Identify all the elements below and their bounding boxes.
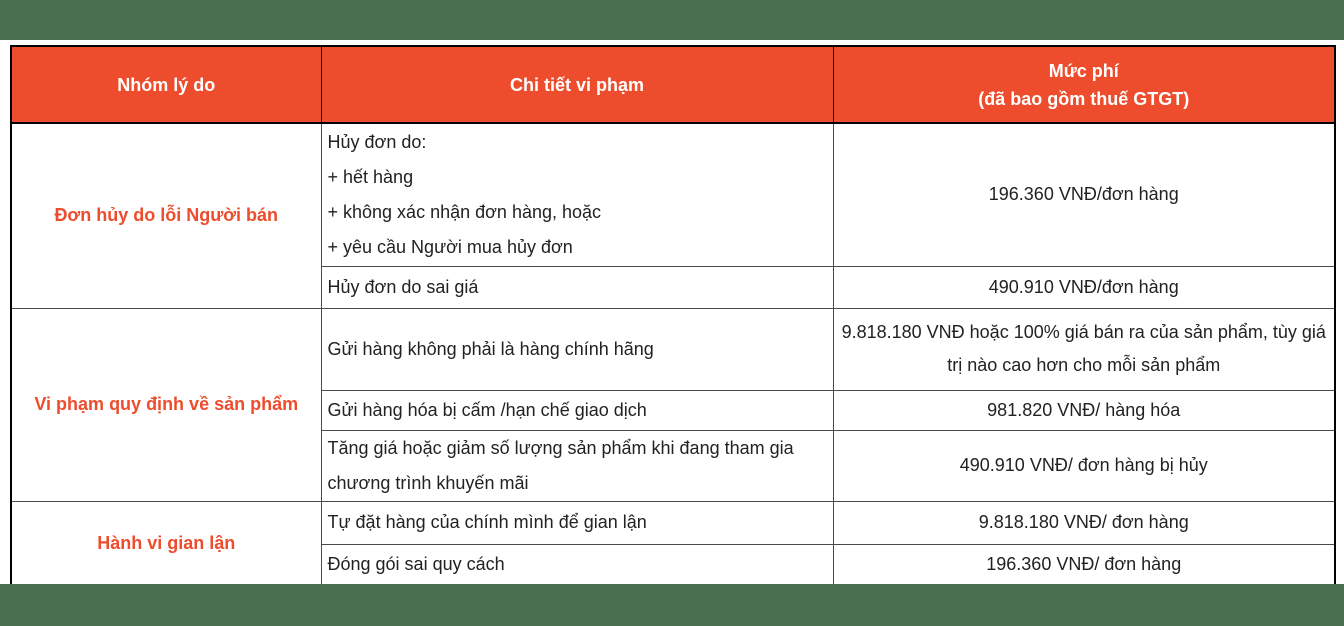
fee-cell: 490.910 VNĐ/đơn hàng — [833, 266, 1335, 308]
bottom-green-band — [0, 584, 1344, 626]
reason-group-cell: Đơn hủy do lỗi Người bán — [11, 123, 321, 308]
header-fee-line2: (đã bao gồm thuế GTGT) — [978, 88, 1190, 109]
reason-group-cell: Hành vi gian lận — [11, 501, 321, 586]
violation-line: Gửi hàng hóa bị cấm /hạn chế giao dịch — [327, 399, 647, 420]
header-reason-group: Nhóm lý do — [11, 46, 321, 123]
violation-line: Tăng giá hoặc giảm số lượng sản phẩm khi đang tham gia chương trình khuyến mãi — [327, 437, 794, 493]
violation-cell — [321, 266, 833, 308]
table-row — [11, 501, 1335, 544]
fee-cell: 9.818.180 VNĐ hoặc 100% giá bán ra của sản phẩm, tùy giá trị nào cao hơn cho mỗi sản phẩm — [833, 308, 1335, 390]
header-fee — [833, 46, 1335, 123]
header-fee-line1: Mức phí — [1048, 60, 1119, 81]
violation-line: + không xác nhận đơn hàng, hoặc — [327, 201, 602, 222]
violation-line: + hết hàng — [327, 166, 414, 187]
violation-line: Gửi hàng không phải là hàng chính hãng — [327, 338, 654, 359]
violation-line: Đóng gói sai quy cách — [327, 554, 505, 575]
violation-cell — [321, 308, 833, 390]
violation-cell — [321, 430, 833, 501]
violation-line: Hủy đơn do: — [327, 131, 427, 152]
violation-cell — [321, 123, 833, 266]
reason-group-cell: Vi phạm quy định về sản phẩm — [11, 308, 321, 501]
header-row — [11, 46, 1335, 123]
fee-cell: 196.360 VNĐ/đơn hàng — [833, 123, 1335, 266]
penalty-fee-table — [10, 45, 1336, 587]
violation-line: + yêu cầu Người mua hủy đơn — [327, 236, 573, 257]
fee-cell: 196.360 VNĐ/ đơn hàng — [833, 544, 1335, 586]
top-green-band — [0, 0, 1344, 40]
violation-cell — [321, 544, 833, 586]
table-row — [11, 308, 1335, 390]
violation-cell — [321, 390, 833, 430]
fee-table-container — [10, 45, 1334, 587]
fee-cell: 9.818.180 VNĐ/ đơn hàng — [833, 501, 1335, 544]
violation-line: Hủy đơn do sai giá — [327, 276, 479, 297]
fee-cell: 981.820 VNĐ/ hàng hóa — [833, 390, 1335, 430]
header-violation-detail: Chi tiết vi phạm — [321, 46, 833, 123]
violation-cell — [321, 501, 833, 544]
table-row — [11, 123, 1335, 266]
violation-line: Tự đặt hàng của chính mình để gian lận — [327, 512, 647, 532]
fee-cell: 490.910 VNĐ/ đơn hàng bị hủy — [833, 430, 1335, 501]
